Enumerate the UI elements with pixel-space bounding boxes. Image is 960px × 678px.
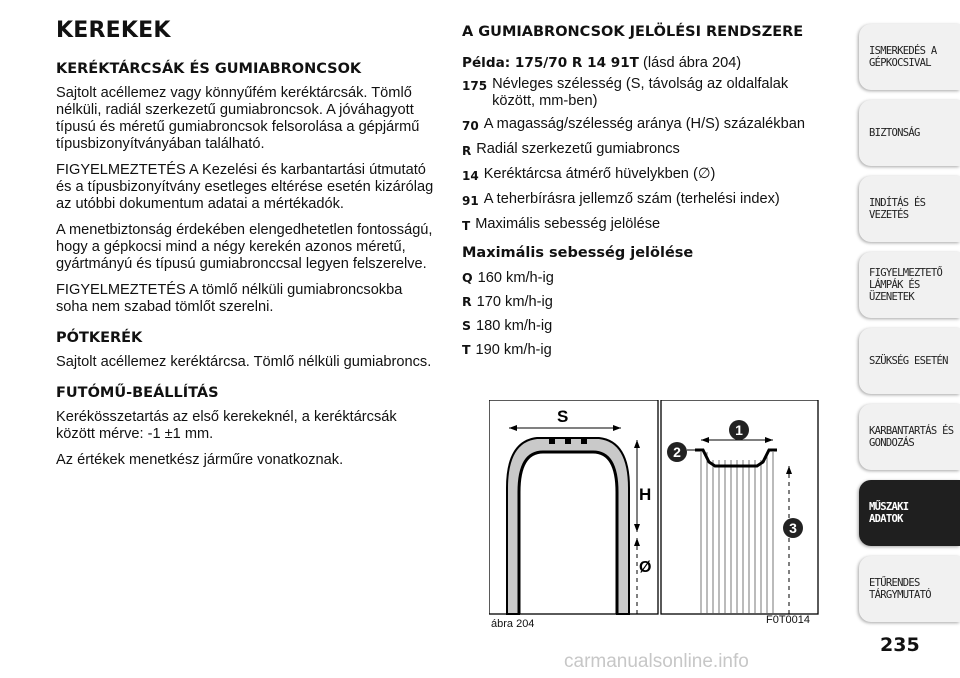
- tread-block: [565, 438, 571, 444]
- code-label: 70: [462, 119, 479, 133]
- speed-row: [462, 341, 828, 359]
- code-row: [462, 116, 828, 135]
- speed-rating-heading: Maximális sebesség jelölése: [462, 245, 694, 261]
- speed-desc: 190 km/h-ig: [475, 342, 552, 358]
- code-label: 91: [462, 194, 479, 208]
- label-h: H: [639, 485, 652, 504]
- figure-caption: ábra 204: [491, 618, 535, 630]
- speed-code: T: [462, 342, 471, 357]
- paragraph: Sajtolt acéllemez vagy könnyűfém keréktárcsák. Tömlő nélküli, radiál szerkezetű gumiabroncsok. A jóváhagyott típusú és méretű gumiabroncsok felsorolása a gépjármű típusbizonyítványában található.: [56, 85, 420, 152]
- chapter-tabs: [859, 0, 960, 678]
- example-reference: (lásd ábra 204): [638, 55, 742, 71]
- warning-paragraph: FIGYELMEZTETÉS A tömlő nélküli gumiabroncsokba soha nem szabad tömlőt szerelni.: [56, 282, 403, 315]
- code-label: 175: [462, 79, 488, 93]
- code-row: [462, 191, 828, 210]
- code-row: [462, 166, 828, 185]
- section-heading-wheels-tyres: KERÉKTÁRCSÁK ÉS GUMIABRONCSOK: [56, 61, 362, 77]
- middle-column: [462, 24, 828, 365]
- section-heading-spare-wheel: PÓTKERÉK: [56, 330, 143, 346]
- tab-warning-lights[interactable]: FIGYELMEZTETŐ LÁMPÁK ÉS ÜZENETEK: [859, 252, 960, 318]
- code-desc: Maximális sebesség jelölése: [475, 216, 661, 232]
- label-s: S: [557, 407, 569, 426]
- left-column: [56, 18, 438, 478]
- code-row: [462, 141, 828, 160]
- code-row: [462, 216, 828, 235]
- tab-getting-to-know[interactable]: ISMERKEDÉS A GÉPKOCSIVAL: [859, 24, 960, 90]
- callout-3-label: 3: [789, 520, 797, 536]
- speed-code: S: [462, 318, 472, 333]
- tyre-marking-title: A GUMIABRONCSOK JELÖLÉSI RENDSZERE: [462, 24, 804, 40]
- page-number: 235: [880, 634, 920, 656]
- speed-code: Q: [462, 270, 473, 285]
- tread-block: [581, 438, 587, 444]
- speed-row: [462, 317, 828, 335]
- tab-maintenance[interactable]: KARBANTARTÁS ÉS GONDOZÁS: [859, 404, 960, 470]
- section-heading-alignment: FUTÓMŰ-BEÁLLÍTÁS: [56, 385, 219, 401]
- tab-index[interactable]: ETŰRENDES TÁRGYMUTATÓ: [859, 556, 960, 622]
- speed-desc: 180 km/h-ig: [476, 318, 553, 334]
- tab-starting-driving[interactable]: INDÍTÁS ÉS VEZETÉS: [859, 176, 960, 242]
- example-code: Példa: 175/70 R 14 91T: [462, 55, 639, 71]
- code-desc: Keréktárcsa átmérő hüvelykben (∅): [483, 166, 716, 182]
- paragraph: Kerékösszetartás az első kerekeknél, a keréktárcsák között mérve: -1 ±1 mm.: [56, 409, 397, 442]
- tyre-diagram-svg: [489, 400, 819, 632]
- code-label: R: [462, 144, 472, 158]
- callout-2-label: 2: [673, 444, 681, 460]
- example-line: [462, 55, 828, 71]
- tab-emergency[interactable]: SZÜKSÉG ESETÉN: [859, 328, 960, 394]
- speed-row: [462, 269, 828, 287]
- label-diameter: Ø: [639, 559, 652, 576]
- code-desc: A teherbírásra jellemző szám (terhelési index): [483, 191, 780, 207]
- speed-row: [462, 293, 828, 311]
- warning-paragraph: FIGYELMEZTETÉS A Kezelési és karbantartási útmutató és a típusbizonyítvány esetleges eltérése esetén kizárólag az utóbbi dokumentum adatai a mértékadók.: [56, 162, 434, 212]
- speed-desc: 170 km/h-ig: [476, 294, 553, 310]
- paragraph: Az értékek menetkész járműre vonatkoznak.: [56, 452, 344, 468]
- code-desc: Radiál szerkezetű gumiabroncs: [476, 141, 680, 157]
- page-title: KEREKEK: [56, 18, 171, 43]
- code-desc: Névleges szélesség (S, távolság az oldalfalak között, mm-ben): [492, 76, 789, 109]
- speed-code: R: [462, 294, 472, 309]
- tyre-diagram: [489, 400, 819, 632]
- speed-desc: 160 km/h-ig: [477, 270, 554, 286]
- code-label: T: [462, 219, 471, 233]
- tread-block: [549, 438, 555, 444]
- callout-1-label: 1: [735, 422, 743, 438]
- paragraph: A menetbiztonság érdekében elengedhetetlen fontosságú, hogy a gépkocsi mind a négy kerekén azonos méretű, gyártmányú és típusú gumiabronccsal legyen felszerelve.: [56, 222, 433, 272]
- code-row: [462, 76, 828, 110]
- watermark: carmanualsonline.info: [564, 651, 749, 672]
- code-label: 14: [462, 169, 479, 183]
- tab-technical-data[interactable]: MŰSZAKI ADATOK: [859, 480, 960, 546]
- figure-code: F0T0014: [766, 614, 811, 626]
- code-desc: A magasság/szélesség aránya (H/S) százalékban: [483, 116, 805, 132]
- paragraph: Sajtolt acéllemez keréktárcsa. Tömlő nélküli gumiabroncs.: [56, 354, 432, 370]
- tab-safety[interactable]: BIZTONSÁG: [859, 100, 960, 166]
